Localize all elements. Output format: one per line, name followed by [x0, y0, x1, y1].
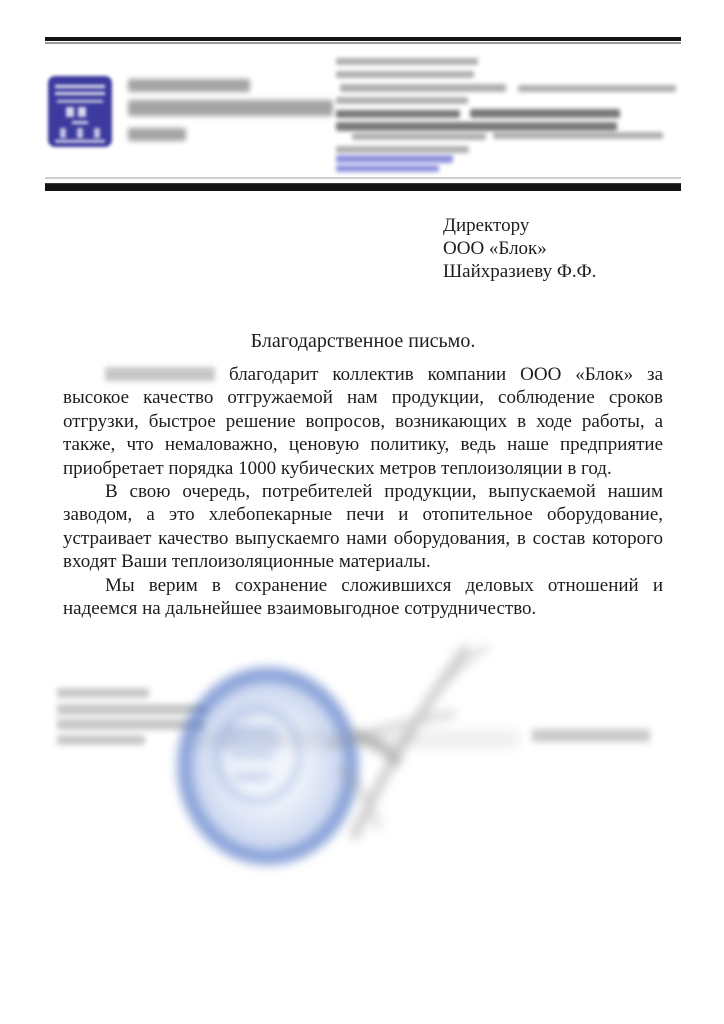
recipient-name: Шайхразиеву Ф.Ф. — [443, 261, 597, 282]
email-link-redacted — [336, 155, 453, 163]
paragraph-2: В свою очередь, потребителей продукции, выпускаемой нашим заводом, а это хлебопекарные печи и отопительное оборудование, устраивает качество выпускаемго нами оборудования, в состав которого входят Ваши теплоизоляционные материалы. — [63, 481, 663, 573]
company-logo-icon — [48, 76, 112, 147]
header-bottom-rule — [45, 177, 681, 191]
recipient-position: Директору — [443, 215, 530, 236]
paragraph-3: Мы верим в сохранение сложившихся деловых отношений и надеемся на дальнейшее взаимовыгодное сотрудничество. — [63, 574, 663, 620]
letter-body — [63, 363, 663, 620]
website-link-redacted — [336, 165, 439, 172]
letter-title: Благодарственное письмо. — [250, 330, 476, 352]
sender-name-redacted — [105, 367, 215, 381]
paragraph-1 — [63, 363, 663, 480]
paragraph-1-text: благодарит коллектив компании ООО «Блок» за высокое качество отгружаемой нам продукции, соблюдение сроков отгрузки, быстрое решение вопросов, возникающих в ходе работы, а также, что немаловажно, ценовую политику, ведь наше предприятие приобретает порядка 1000 кубических метров теплоизоляции в год. — [63, 364, 663, 479]
recipient-company: ООО «Блок» — [443, 238, 547, 259]
signer-name-redacted — [532, 729, 650, 742]
signature-scribble — [300, 618, 540, 858]
header-top-rule — [45, 37, 681, 44]
recipient-block — [443, 214, 596, 283]
